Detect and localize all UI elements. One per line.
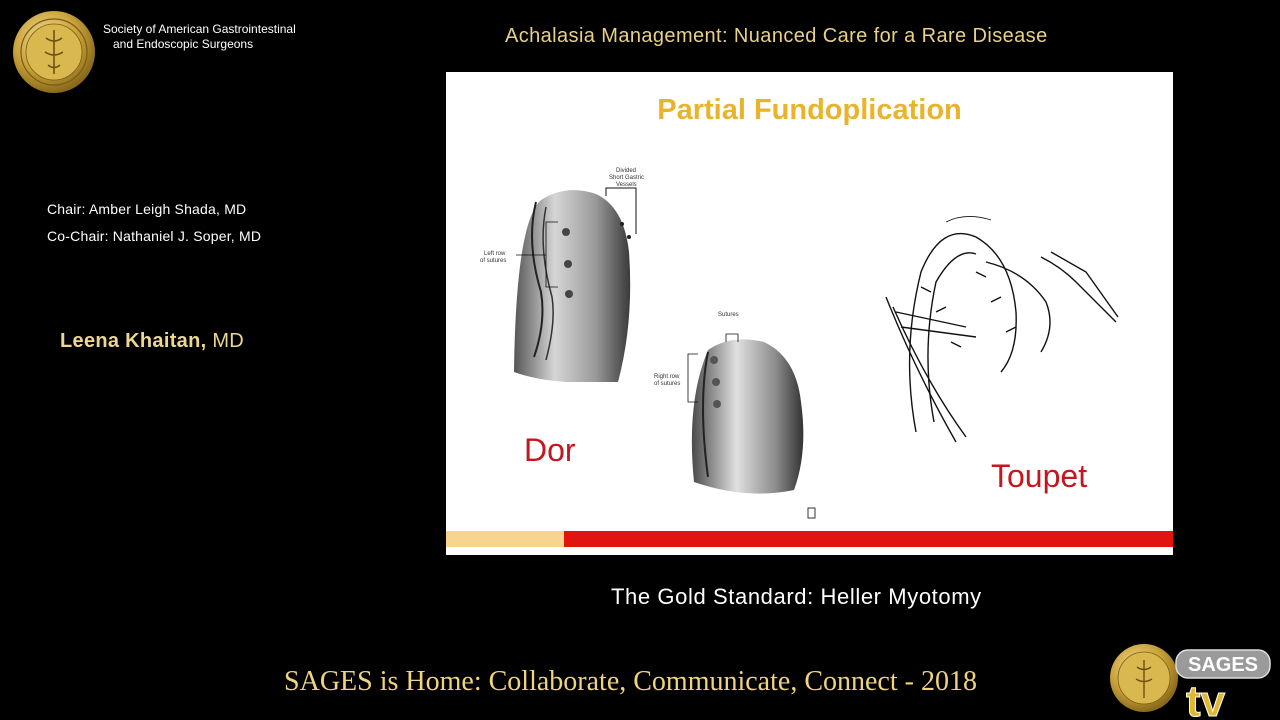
toupet-label: Toupet — [991, 458, 1088, 494]
speaker-name-bold: Leena Khaitan, — [60, 330, 207, 352]
slide-accent-bar-light — [446, 531, 564, 547]
label-sutures: Sutures — [718, 312, 739, 318]
footer-text: SAGES is Home: Collaborate, Communicate, Connect - 2018 — [284, 666, 977, 697]
cochair-credit: Co-Chair: Nathaniel J. Soper, MD — [47, 228, 262, 244]
org-name-line2: and Endoscopic Surgeons — [113, 37, 254, 51]
dor-stomach-drawing-2 — [688, 334, 803, 494]
talk-subtitle: The Gold Standard: Heller Myotomy — [611, 584, 982, 609]
slide-accent-bar-red — [564, 531, 1173, 547]
sages-tv-logo — [1108, 640, 1278, 718]
tv-logo-suffix: tv — [1186, 677, 1226, 718]
toupet-line-drawing — [886, 216, 1118, 442]
tv-logo-brand: SAGES — [1188, 654, 1259, 676]
sages-seal-logo — [12, 10, 96, 94]
label-left-row-line2: of sutures — [480, 258, 507, 264]
label-divided-line2: Short Gastric — [609, 175, 645, 181]
label-right-row-line1: Right row — [654, 374, 680, 380]
conference-footer — [0, 666, 1260, 698]
session-title: Achalasia Management: Nuanced Care for a Rare Disease — [505, 25, 1048, 47]
label-left-row-line1: Left row — [484, 251, 506, 257]
organization-name — [103, 22, 296, 52]
label-divided-line3: Vessels — [616, 182, 637, 188]
presentation-slide — [446, 72, 1173, 555]
speaker-name — [60, 330, 244, 353]
org-name-line1: Society of American Gastrointestinal — [103, 22, 296, 36]
dor-label: Dor — [524, 432, 576, 468]
slide-corner-icon — [808, 508, 815, 518]
dor-stomach-drawing — [514, 188, 636, 382]
label-right-row-line2: of sutures — [654, 381, 681, 387]
slide-title: Partial Fundoplication — [657, 94, 962, 126]
chair-credit: Chair: Amber Leigh Shada, MD — [47, 201, 247, 217]
label-divided-line1: Divided — [616, 168, 637, 174]
speaker-degree: MD — [206, 330, 245, 352]
